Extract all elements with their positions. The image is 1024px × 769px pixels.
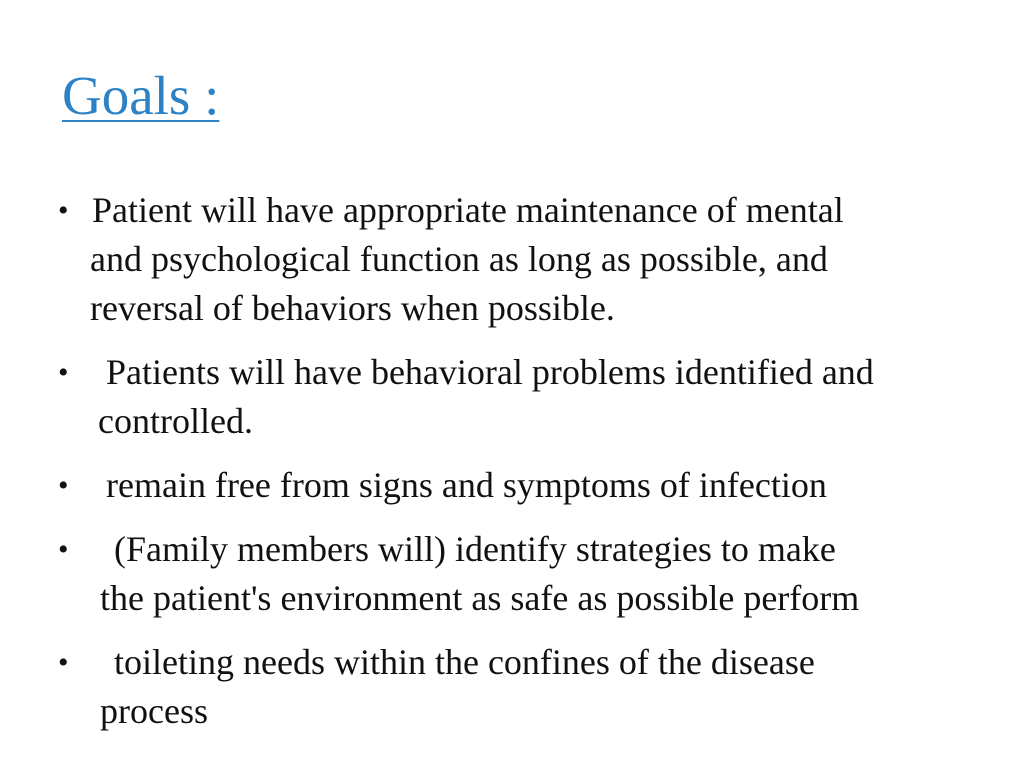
bullet-icon: • (58, 646, 69, 679)
bullet-line: and psychological function as long as possible, and (90, 239, 828, 279)
bullet-icon: • (58, 469, 69, 502)
bullet-icon: • (58, 533, 69, 566)
bullet-line: the patient's environment as safe as possible perform (100, 578, 860, 618)
bullet-icon: • (58, 194, 69, 227)
slide-title: Goals : (62, 65, 220, 126)
bullet-line: process (100, 691, 208, 731)
list-item (58, 638, 978, 736)
bullet-line: remain free from signs and symptoms of infection (106, 465, 827, 505)
list-item (58, 461, 978, 510)
bullet-line: Patients will have behavioral problems identified and (106, 352, 874, 392)
bullet-line: controlled. (98, 401, 253, 441)
list-item (58, 348, 978, 446)
bullet-line: Patient will have appropriate maintenance of mental (92, 190, 844, 230)
bullet-line: reversal of behaviors when possible. (90, 288, 615, 328)
list-item (58, 186, 978, 333)
bullet-line: (Family members will) identify strategies to make (114, 529, 836, 569)
bullet-line: toileting needs within the confines of the disease (114, 642, 815, 682)
list-item (58, 525, 978, 623)
goals-list (58, 186, 978, 751)
bullet-icon: • (58, 356, 69, 389)
